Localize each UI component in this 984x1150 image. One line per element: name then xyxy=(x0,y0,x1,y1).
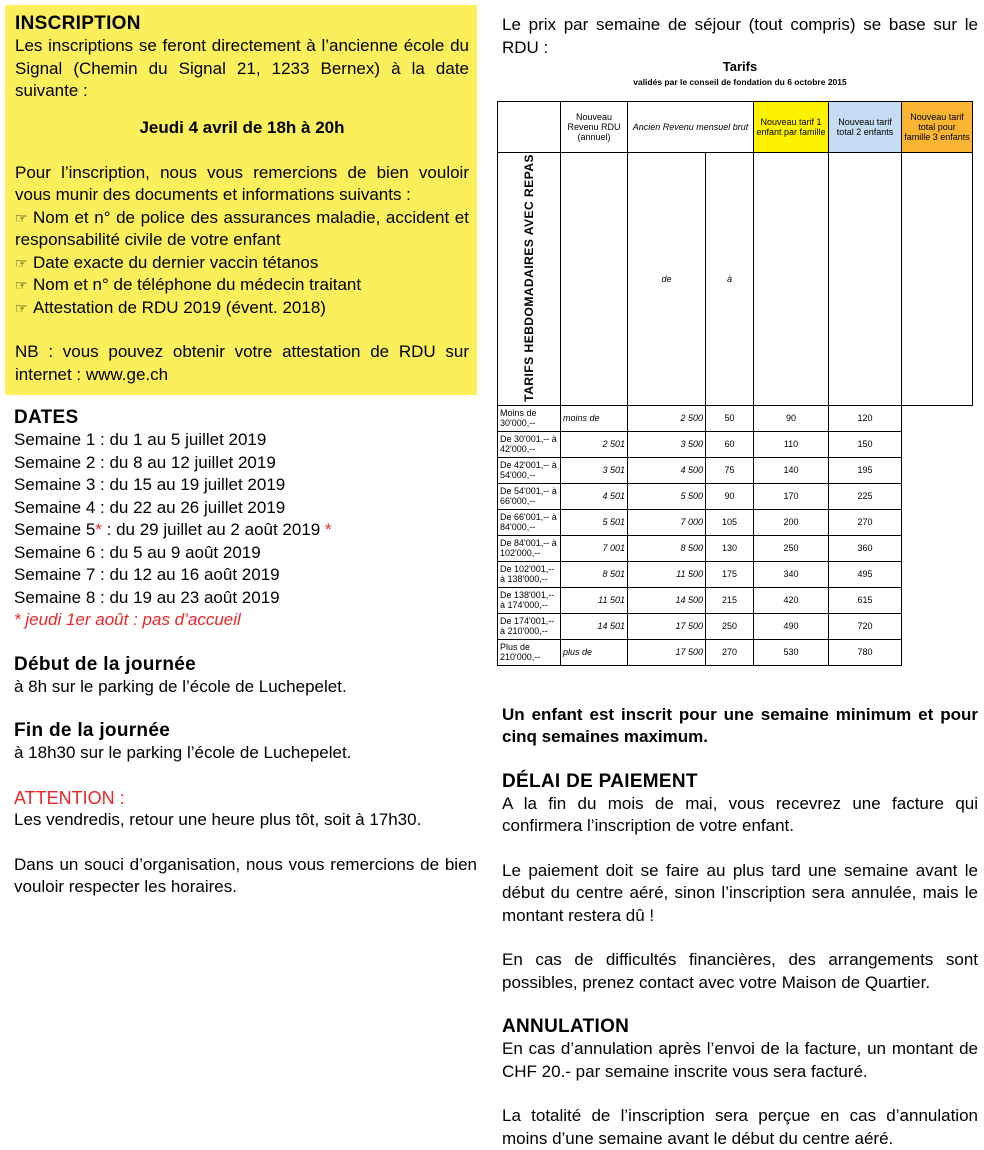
cell-a: 8 500 xyxy=(628,535,706,561)
cell-de: 8 501 xyxy=(561,561,628,587)
cell-tarif-3: 270 xyxy=(829,509,902,535)
vertical-label-cell xyxy=(498,153,561,406)
right-column xyxy=(502,14,978,1150)
sub-de: de xyxy=(628,153,706,406)
debut-text: à 8h sur le parking de l’école de Luchepelet. xyxy=(14,676,347,696)
week-item: Semaine 3 : du 15 au 19 juillet 2019 xyxy=(14,475,286,494)
tarif-row xyxy=(498,535,973,561)
week-item: Semaine 6 : du 5 au 9 août 2019 xyxy=(14,542,261,562)
cell-tarif-3: 720 xyxy=(829,613,902,639)
paiement-p2: Le paiement doit se faire au plus tard une semaine avant le début du centre aéré, sinon l’inscription sera annulée, mais le montant restera dû ! xyxy=(502,860,978,925)
cell-a: 5 500 xyxy=(628,483,706,509)
cell-a: 17 500 xyxy=(628,639,706,665)
tarif-row xyxy=(498,405,973,431)
cell-de: plus de xyxy=(561,639,628,665)
annulation-p2: La totalité de l’inscription sera perçue en cas d’annulation moins d’une semaine avant le début du centre aéré. xyxy=(502,1106,978,1148)
tarifs-table-wrap xyxy=(497,101,973,666)
tarif-row xyxy=(498,483,973,509)
cell-de: 4 501 xyxy=(561,483,628,509)
dates-section xyxy=(5,407,477,899)
cell-tarif-1: 90 xyxy=(705,483,753,509)
pointing-hand-icon: ☞ xyxy=(15,299,28,316)
cell-tarif-3: 360 xyxy=(829,535,902,561)
week-item: Semaine 4 : du 22 au 26 juillet 2019 xyxy=(14,497,286,517)
tarif-row xyxy=(498,587,973,613)
cell-rdu: De 138'001,-- à 174'000,-- xyxy=(498,587,561,613)
pointing-hand-icon: ☞ xyxy=(15,209,28,226)
paiement-p1: A la fin du mois de mai, vous recevrez une facture qui confirmera l’inscription de votre enfant. xyxy=(502,793,978,836)
cell-tarif-1: 270 xyxy=(705,639,753,665)
tarif-row xyxy=(498,639,973,665)
inscription-nb: NB : vous pouvez obtenir votre attestation de RDU sur internet : www.ge.ch xyxy=(15,342,469,384)
cell-rdu: De 54'001,-- à 66'000,-- xyxy=(498,483,561,509)
header-tarif-3: Nouveau tarif total pour famille 3 enfants xyxy=(902,102,973,153)
tarif-row xyxy=(498,431,973,457)
asterisk: * xyxy=(324,520,332,539)
cell-tarif-1: 60 xyxy=(705,431,753,457)
header-ancien: Ancien Revenu mensuel brut xyxy=(628,102,754,153)
cell-tarif-2: 250 xyxy=(754,535,829,561)
tarif-row xyxy=(498,509,973,535)
dates-note: * jeudi 1er août : pas d’accueil xyxy=(14,610,241,629)
attention-text-1: Les vendredis, retour une heure plus tôt, soit à 17h30. xyxy=(14,810,422,829)
tarif-row xyxy=(498,613,973,639)
doc-bullet: ☞ Attestation de RDU 2019 (évent. 2018) xyxy=(15,297,469,320)
inscription-intro: Les inscriptions se feront directement à l’ancienne école du Signal (Chemin du Signal 21, 1233 Bernex) à la date suivante : xyxy=(15,36,469,100)
cell-a: 7 000 xyxy=(628,509,706,535)
paiement-title: DÉLAI DE PAIEMENT xyxy=(502,770,698,792)
cell-rdu: De 42'001,-- à 54'000,-- xyxy=(498,457,561,483)
cell-tarif-3: 780 xyxy=(829,639,902,665)
cell-tarif-1: 215 xyxy=(705,587,753,613)
cell-a: 17 500 xyxy=(628,613,706,639)
vertical-label: TARIFS HEBDOMADAIRES AVEC REPAS xyxy=(522,154,536,402)
week-item: Semaine 7 : du 12 au 16 août 2019 xyxy=(14,565,280,584)
cell-tarif-1: 130 xyxy=(705,535,753,561)
dates-title: DATES xyxy=(14,407,79,428)
minimum-text: Un enfant est inscrit pour une semaine minimum et pour cinq semaines maximum. xyxy=(502,704,978,747)
annulation-title: ANNULATION xyxy=(502,1016,630,1038)
cell-rdu: De 174'001,-- à 210'000,-- xyxy=(498,613,561,639)
cell-tarif-3: 225 xyxy=(829,483,902,509)
doc-bullet: ☞ Nom et n° de téléphone du médecin traitant xyxy=(15,274,469,297)
cell-tarif-3: 120 xyxy=(829,405,902,431)
inscription-box xyxy=(5,5,477,395)
fin-title: Fin de la journée xyxy=(14,720,171,741)
debut-title: Début de la journée xyxy=(14,653,197,675)
doc-bullet: ☞ Date exacte du dernier vaccin tétanos xyxy=(15,252,469,275)
cell-de: 2 501 xyxy=(561,431,628,457)
pointing-hand-icon: ☞ xyxy=(15,254,28,271)
cell-de: 14 501 xyxy=(561,613,628,639)
cell-a: 4 500 xyxy=(628,457,706,483)
tarifs-subtitle: validés par le conseil de fondation du 6 octobre 2015 xyxy=(633,77,847,87)
cell-a: 3 500 xyxy=(628,431,706,457)
cell-tarif-1: 250 xyxy=(705,613,753,639)
cell-tarif-3: 495 xyxy=(829,561,902,587)
cell-a: 14 500 xyxy=(628,587,706,613)
cell-de: 11 501 xyxy=(561,587,628,613)
cell-tarif-3: 615 xyxy=(829,587,902,613)
cell-rdu: De 30'001,-- à 42'000,-- xyxy=(498,431,561,457)
tarifs-title: Tarifs xyxy=(722,59,758,74)
cell-a: 11 500 xyxy=(628,561,706,587)
doc-bullet: ☞ Nom et n° de police des assurances maladie, accident et responsabilité civile de votre enfant xyxy=(15,207,469,249)
week-item: Semaine 2 : du 8 au 12 juillet 2019 xyxy=(14,452,276,472)
cell-tarif-2: 200 xyxy=(754,509,829,535)
fin-text: à 18h30 sur le parking l’école de Luchepelet. xyxy=(14,743,352,762)
paiement-p3: En cas de difficultés financières, des arrangements sont possibles, prenez contact avec votre Maison de Quartier. xyxy=(502,950,978,992)
cell-de: 7 001 xyxy=(561,535,628,561)
header-tarif-1: Nouveau tarif 1 enfant par famille xyxy=(754,102,829,153)
cell-tarif-3: 195 xyxy=(829,457,902,483)
tarif-row xyxy=(498,561,973,587)
cell-de: moins de xyxy=(561,405,628,431)
cell-a: 2 500 xyxy=(628,405,706,431)
cell-tarif-1: 175 xyxy=(705,561,753,587)
cell-rdu: Plus de 210'000,-- xyxy=(498,639,561,665)
cell-tarif-2: 90 xyxy=(754,405,829,431)
tarif-row xyxy=(498,457,973,483)
cell-rdu: Moins de 30'000,-- xyxy=(498,405,561,431)
cell-tarif-1: 50 xyxy=(705,405,753,431)
header-rdu: Nouveau Revenu RDU (annuel) xyxy=(561,102,628,153)
cell-tarif-2: 420 xyxy=(754,587,829,613)
inscription-date: Jeudi 4 avril de 18h à 20h xyxy=(139,117,345,137)
cell-rdu: De 84'001,-- à 102'000,-- xyxy=(498,535,561,561)
prix-intro: Le prix par semaine de séjour (tout compris) se base sur le RDU : xyxy=(502,15,978,57)
tarifs-table xyxy=(497,101,973,666)
cell-tarif-1: 105 xyxy=(705,509,753,535)
cell-tarif-2: 530 xyxy=(754,639,829,665)
inscription-docs-intro: Pour l’inscription, nous vous remercions de bien vouloir vous munir des documents et informations suivants : xyxy=(15,162,469,204)
attention-text-2: Dans un souci d’organisation, nous vous remercions de bien vouloir respecter les horaires. xyxy=(14,854,477,896)
cell-rdu: De 102'001,-- à 138'000,-- xyxy=(498,561,561,587)
cell-de: 5 501 xyxy=(561,509,628,535)
cell-tarif-1: 75 xyxy=(705,457,753,483)
pointing-hand-icon: ☞ xyxy=(15,277,28,293)
cell-tarif-3: 150 xyxy=(829,431,902,457)
cell-rdu: De 66'001,-- à 84'000,-- xyxy=(498,509,561,535)
week-item-5: Semaine 5* : du 29 juillet au 2 août 2019 * xyxy=(14,520,332,539)
sub-a: à xyxy=(705,153,753,406)
inscription-title: INSCRIPTION xyxy=(15,13,141,34)
cell-de: 3 501 xyxy=(561,457,628,483)
left-column xyxy=(5,5,477,899)
week-item: Semaine 8 : du 19 au 23 août 2019 xyxy=(14,587,280,607)
asterisk: * xyxy=(95,520,102,539)
cell-tarif-2: 110 xyxy=(754,431,829,457)
header-tarif-2: Nouveau tarif total 2 enfants xyxy=(829,102,902,153)
attention-title: ATTENTION : xyxy=(14,787,125,808)
cell-tarif-2: 140 xyxy=(754,457,829,483)
cell-tarif-2: 490 xyxy=(754,613,829,639)
cell-tarif-2: 170 xyxy=(754,483,829,509)
annulation-p1: En cas d’annulation après l’envoi de la facture, un montant de CHF 20.- par semaine inscrite vous sera facturé. xyxy=(502,1039,978,1081)
week-item: Semaine 1 : du 1 au 5 juillet 2019 xyxy=(14,430,267,449)
cell-tarif-2: 340 xyxy=(754,561,829,587)
